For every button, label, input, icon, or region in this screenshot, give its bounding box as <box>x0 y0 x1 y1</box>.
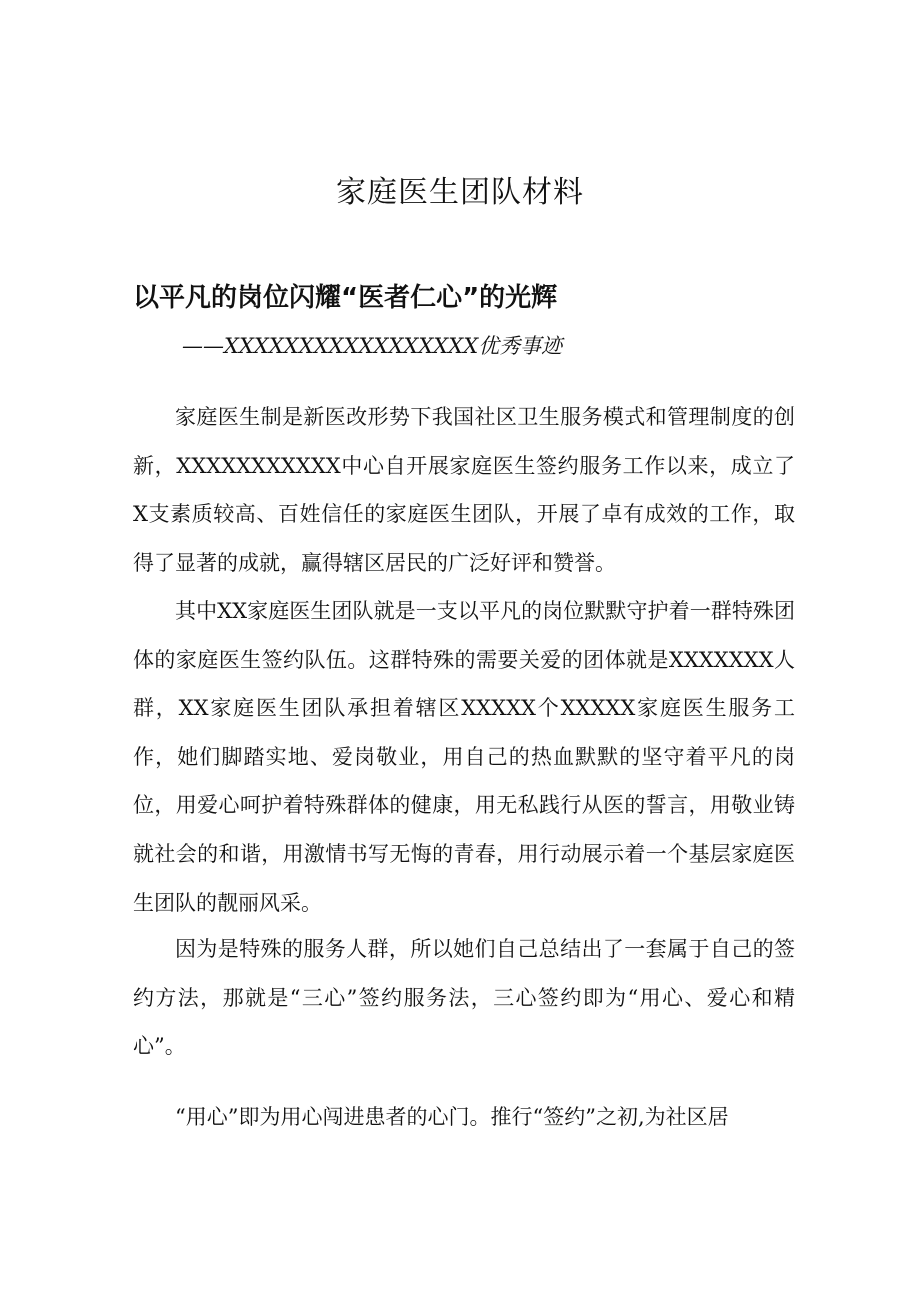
paragraph-4: “用心”即为用心闯进患者的心门。推行“签约”之初,为社区居 <box>175 1105 729 1129</box>
document-byline: ——XXXXXXXXXXXXXXXXX优秀事迹 <box>182 334 563 358</box>
paragraph-1: 家庭医生制是新医改形势下我国社区卫生服务模式和管理制度的创新，XXXXXXXXXXX中心自开展家庭医生签约服务工作以来，成立了X支素质较高、百姓信任的家庭医生团队，开展了卓有成效的工作，取得了显著的成就，赢得辖区居民的广泛好评和赞誉。 <box>133 405 795 575</box>
paragraph-3: 因为是特殊的服务人群，所以她们自己总结出了一套属于自己的签约方法，那就是“三心”签约服务法，三心签约即为“用心、爱心和精心”。 <box>133 937 795 1059</box>
document-title: 家庭医生团队材料 <box>336 175 584 210</box>
document-subtitle: 以平凡的岗位闪耀“医者仁心”的光辉 <box>133 283 558 313</box>
paragraph-2: 其中XX家庭医生团队就是一支以平凡的岗位默默守护着一群特殊团体的家庭医生签约队伍。这群特殊的需要关爱的团体就是XXXXXXX人群，XX家庭医生团队承担着辖区XXXXX个XXXXX家庭医生服务工作，她们脚踏实地、爱岗敬业，用自己的热血默默的坚守着平凡的岗位，用爱心呵护着特殊群体的健康，用无私践行从医的誓言，用敬业铸就社会的和谐，用激情书写无悔的青春，用行动展示着一个基层家庭医生团队的靓丽风采。 <box>133 599 795 915</box>
